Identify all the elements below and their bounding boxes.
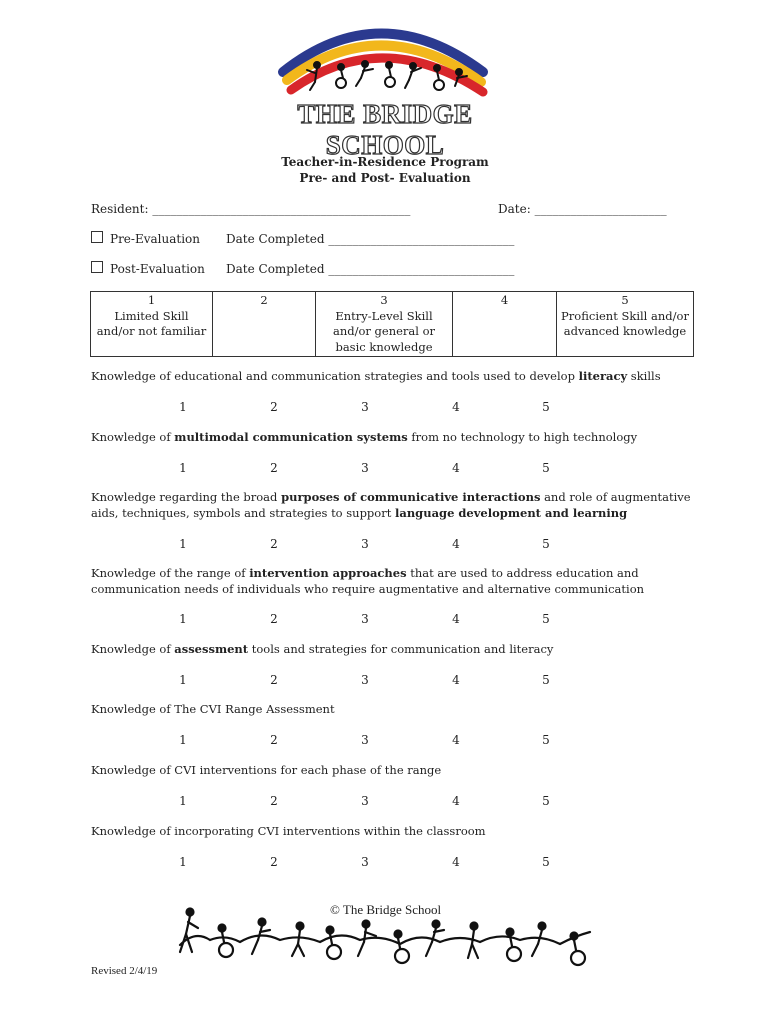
scale-cell-2: 2 [213,292,316,357]
post-date-completed-field[interactable] [226,262,514,276]
rating-option-4[interactable]: 4 [452,537,460,551]
rating-option-3[interactable]: 3 [361,673,369,687]
figure-icon [180,909,198,953]
rating-option-2[interactable]: 2 [270,612,278,626]
rating-option-5[interactable]: 5 [542,612,550,626]
rating-option-3[interactable]: 3 [361,400,369,414]
rating-option-1[interactable]: 1 [179,855,187,869]
form-subtitle: Pre- and Post- Evaluation [299,171,471,185]
wheelchair-figure-icon [507,929,522,962]
rating-option-3[interactable]: 3 [361,794,369,808]
date-completed-label: Date Completed [226,232,325,246]
rating-option-2[interactable]: 2 [270,855,278,869]
rating-option-2[interactable]: 2 [270,733,278,747]
question-5: Knowledge of assessment tools and strategies for communication and literacy [91,642,554,656]
rating-option-4[interactable]: 4 [452,794,460,808]
rating-option-1[interactable]: 1 [179,673,187,687]
rating-option-4[interactable]: 4 [452,400,460,414]
pre-date-completed-field[interactable] [226,232,514,246]
question-6: Knowledge of The CVI Range Assessment [91,702,335,716]
rating-option-5[interactable]: 5 [542,537,550,551]
rating-option-5[interactable]: 5 [542,794,550,808]
scale-cell-5: 5 Proficient Skill and/or advanced knowledge [557,292,694,357]
rating-option-1[interactable]: 1 [179,537,187,551]
rating-option-4[interactable]: 4 [452,733,460,747]
rating-option-1[interactable]: 1 [179,733,187,747]
rating-option-3[interactable]: 3 [361,733,369,747]
rating-option-4[interactable]: 4 [452,673,460,687]
rating-option-5[interactable]: 5 [542,673,550,687]
rating-option-1[interactable]: 1 [179,461,187,475]
date-field[interactable] [498,202,667,216]
copyright-text: © The Bridge School [330,902,442,917]
rating-option-2[interactable]: 2 [270,400,278,414]
question-2: Knowledge of multimodal communication systems from no technology to high technology [91,430,638,444]
rating-option-2[interactable]: 2 [270,794,278,808]
question-4: Knowledge of the range of intervention approaches that are used to address education and communication needs of individuals who require augmentative and alternative communication [91,566,645,596]
rating-option-3[interactable]: 3 [361,537,369,551]
scale-cell-1: 1 Limited Skill and/or not familiar [91,292,213,357]
rating-option-3[interactable]: 3 [361,461,369,475]
resident-label: Resident: [91,202,149,216]
question-7: Knowledge of CVI interventions for each phase of the range [91,763,442,777]
wheelchair-figure-icon [219,925,234,958]
rating-scale-table [90,291,694,357]
pre-evaluation-checkbox[interactable] [91,231,103,243]
date-label: Date: [498,202,531,216]
rating-option-2[interactable]: 2 [270,461,278,475]
rating-option-1[interactable]: 1 [179,794,187,808]
rating-option-3[interactable]: 3 [361,855,369,869]
resident-field[interactable] [91,202,410,216]
rating-option-5[interactable]: 5 [542,461,550,475]
wheelchair-figure-icon [327,927,342,960]
rating-option-5[interactable]: 5 [542,855,550,869]
rating-option-1[interactable]: 1 [179,400,187,414]
scale-cell-4: 4 [453,292,557,357]
question-8: Knowledge of incorporating CVI interventions within the classroom [91,824,486,838]
question-1: Knowledge of educational and communication strategies and tools used to develop literacy skills [91,369,661,383]
rating-option-4[interactable]: 4 [452,612,460,626]
date-completed-label: Date Completed [226,262,325,276]
post-evaluation-checkbox[interactable] [91,261,103,273]
rating-option-2[interactable]: 2 [270,537,278,551]
date-blank: ______________________ [534,202,667,216]
rating-option-2[interactable]: 2 [270,673,278,687]
pre-evaluation-label: Pre-Evaluation [110,232,200,246]
rating-option-5[interactable]: 5 [542,400,550,414]
rating-option-4[interactable]: 4 [452,855,460,869]
resident-blank: ___________________________________________ [152,202,411,216]
revised-date: Revised 2/4/19 [91,965,158,977]
wheelchair-figure-icon [336,64,346,88]
form-title: Teacher-in-Residence Program [281,155,489,169]
wheelchair-figure-icon [395,931,410,964]
date-completed-blank: _______________________________ [328,262,515,276]
scale-cell-3: 3 Entry-Level Skill and/or general or basic knowledge [316,292,453,357]
school-name-logo-text: THE BRIDGE SCHOOL [297,99,473,160]
question-3: Knowledge regarding the broad purposes of communicative interactions and role of augmentative aids, techniques, symbols and strategies to support language development and learning [91,490,691,520]
rating-option-5[interactable]: 5 [542,733,550,747]
wheelchair-figure-icon [385,62,395,87]
date-completed-blank: _______________________________ [328,232,515,246]
post-evaluation-label: Post-Evaluation [110,262,205,276]
figure-icon [292,923,304,957]
rating-option-3[interactable]: 3 [361,612,369,626]
wheelchair-figure-icon [571,933,586,966]
rating-option-1[interactable]: 1 [179,612,187,626]
rating-option-4[interactable]: 4 [452,461,460,475]
